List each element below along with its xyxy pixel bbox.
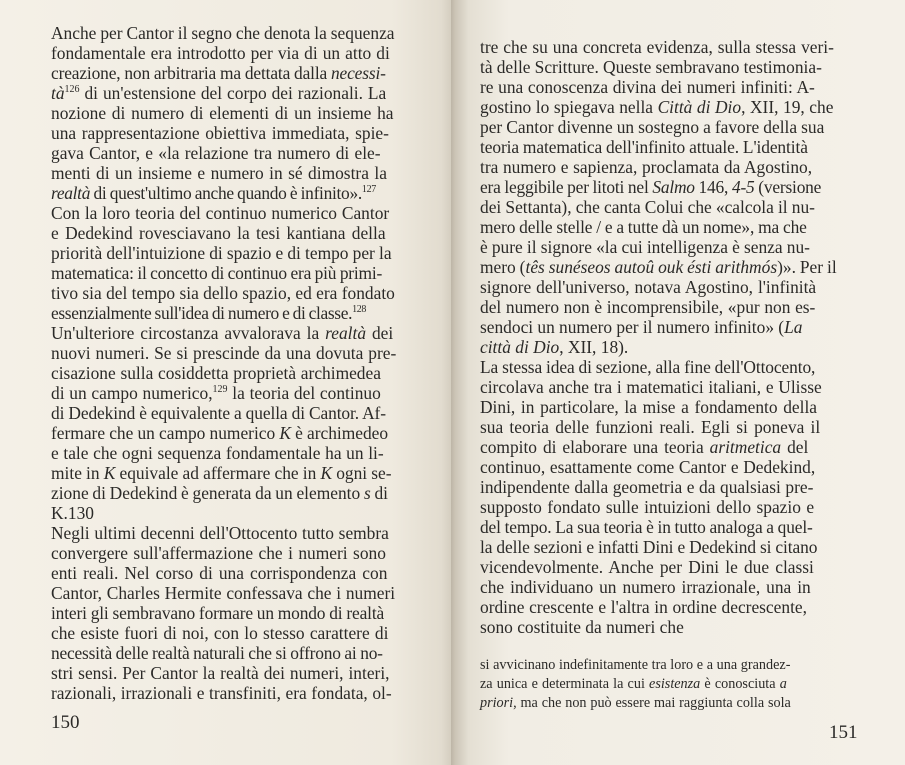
left-line-4: tà$^{126}$ di un'estensione del corpo dei razionali. La — [51, 83, 387, 103]
right-line-18: circolava anche tra i matematici italiani, e Ulisse — [480, 377, 822, 397]
left-line-12: priorità dell'intuizione di spazio e di tempo per la — [51, 243, 392, 263]
right-line-29: ordine crescente e l'altra in ordine decrescente, — [480, 597, 807, 617]
right-line-4: gostino lo spiegava nella Città di Dio, XII, 19, che — [480, 97, 834, 117]
left-line-23: mite in K equivale ad affermare che in K ogni se- — [51, 463, 392, 483]
left-line-24: zione di Dedekind è generata da un elemento s di — [51, 483, 388, 503]
left-line-18: cisazione sulla cosiddetta proprietà archimedea — [51, 363, 381, 383]
left-line-13: matematica: il concetto di continuo era più primi- — [51, 263, 383, 283]
left-line-20: di Dedekind è equivalente a quella di Cantor. Af- — [51, 403, 386, 423]
right-line-6: teoria matematica dell'infinito attuale. L'identità — [480, 137, 808, 157]
left-line-10: Con la loro teoria del continuo numerico Cantor — [51, 203, 390, 223]
right-line-28: che individuano un numero irrazionale, una in — [480, 577, 811, 597]
right-line-27: vicendevolmente. Anche per Dini le due classi — [480, 557, 814, 577]
right-line-7: tra numero e sapienza, proclamata da Agostino, — [480, 157, 813, 177]
left-line-27: convergere sull'affermazione che i numeri sono — [51, 543, 386, 563]
left-line-9: realtà di quest'ultimo anche quando è infinito».$^{127}$ — [51, 183, 376, 203]
right-line-21: compito di elaborare una teoria aritmetica del — [480, 437, 809, 457]
left-line-31: che esiste fuori di noi, con lo stesso carattere di — [51, 623, 389, 643]
right-line-5: per Cantor divenne un sostegno a favore della sua — [480, 117, 825, 137]
right-line-11: è pure il signore «la cui intelligenza è senza nu- — [480, 237, 810, 257]
right-line-23: indipendente dalla geometria e da qualsiasi pre- — [480, 477, 814, 497]
right-line-17: La stessa idea di sezione, alla fine dell'Ottocento, — [480, 357, 816, 377]
left-line-7: gava Cantor, e «la relazione tra numero di ele- — [51, 143, 381, 163]
left-line-5: nozione di numero di elementi di un insieme ha — [51, 103, 394, 123]
left-line-2: fondamentale era introdotto per via di un atto di — [51, 43, 390, 63]
left-page-number: 150 — [51, 712, 80, 733]
right-quote-line-3: priori, ma che non può essere mai raggiunta colla sola — [480, 695, 791, 711]
right-line-9: dei Settanta), che canta Colui che «calcola il nu- — [480, 197, 815, 217]
left-line-17: nuovi numeri. Se si prescinde da una dovuta pre- — [51, 343, 397, 363]
left-line-21: fermare che un campo numerico K è archimedeo — [51, 423, 389, 443]
right-line-10: mero delle stelle / e a tutte dà un nome», ma che — [480, 217, 807, 237]
left-line-16: Un'ulteriore circostanza avvalorava la realtà dei — [51, 323, 394, 343]
right-quote-line-2: za unica e determinata la cui esistenza è conosciuta a — [480, 676, 787, 692]
left-line-30: interi gli sembravano formare un mondo di realtà — [51, 603, 385, 623]
left-line-14: tivo sia del tempo sia dello spazio, ed era fondato — [51, 283, 395, 303]
left-line-25: K.130 — [51, 503, 94, 523]
right-quote-line-1: si avvicinano indefinitamente tra loro e a una grandez- — [480, 657, 791, 673]
left-line-1: Anche per Cantor il segno che denota la sequenza — [51, 23, 395, 43]
right-line-3: re una conoscenza divina dei numeri infiniti: A- — [480, 77, 815, 97]
left-line-33: stri sensi. Per Cantor la realtà dei numeri, interi, — [51, 663, 390, 683]
left-line-6: una rappresentazione obiettiva immediata, spie- — [51, 123, 389, 143]
left-line-32: necessità delle realtà naturali che si offrono ai no- — [51, 643, 383, 663]
left-line-28: enti reali. Nel corso di una corrispondenza con — [51, 563, 388, 583]
left-line-26: Negli ultimi decenni dell'Ottocento tutto sembra — [51, 523, 389, 543]
left-line-29: Cantor, Charles Hermite confessava che i numeri — [51, 583, 396, 603]
left-line-34: razionali, irrazionali e transfiniti, era fondata, ol- — [51, 683, 392, 703]
right-page-number: 151 — [829, 722, 858, 743]
right-line-12: mero (tês sunéseos autoû ouk ésti arithmós)». Per il — [480, 257, 837, 277]
left-line-3: creazione, non arbitraria ma dettata dalla necessi- — [51, 63, 386, 83]
right-line-19: Dini, in particolare, la mise a fondamento della — [480, 397, 817, 417]
right-line-8: era leggibile per litoti nel Salmo 146, 4-5 (versione — [480, 177, 822, 197]
right-line-15: sendoci un numero per il numero infinito» (La — [480, 317, 803, 337]
left-line-19: di un campo numerico,$^{129}$ la teoria del continuo — [51, 383, 381, 403]
right-line-26: la delle sezioni e infatti Dini e Dedekind si citano — [480, 537, 818, 557]
left-line-11: e Dedekind rovesciavano la tesi kantiana della — [51, 223, 386, 243]
right-line-25: del tempo. La sua teoria è in tutto analoga a quel- — [480, 517, 813, 537]
left-line-15: essenzialmente sull'idea di numero e di classe.$^{128}$ — [51, 303, 367, 323]
right-line-16: città di Dio, XII, 18). — [480, 337, 629, 357]
left-line-8: menti di un insieme e numero in sé dimostra la — [51, 163, 387, 183]
right-line-14: del numero non è incomprensibile, «pur non es- — [480, 297, 816, 317]
right-line-24: supposto fondato sulle intuizioni dello spazio e — [480, 497, 815, 517]
left-line-22: e tale che ogni sequenza fondamentale ha un li- — [51, 443, 384, 463]
right-line-30: sono costituite da numeri che — [480, 617, 684, 637]
right-line-20: sua teoria delle funzioni reali. Egli si poneva il — [480, 417, 821, 437]
right-line-1: tre che su una concreta evidenza, sulla stessa veri- — [480, 37, 834, 57]
right-line-22: continuo, esattamente come Cantor e Dedekind, — [480, 457, 816, 477]
right-line-13: signore dell'universo, notava Agostino, l'infinità — [480, 277, 817, 297]
right-line-2: tà delle Scritture. Queste sembravano testimonia- — [480, 57, 822, 77]
